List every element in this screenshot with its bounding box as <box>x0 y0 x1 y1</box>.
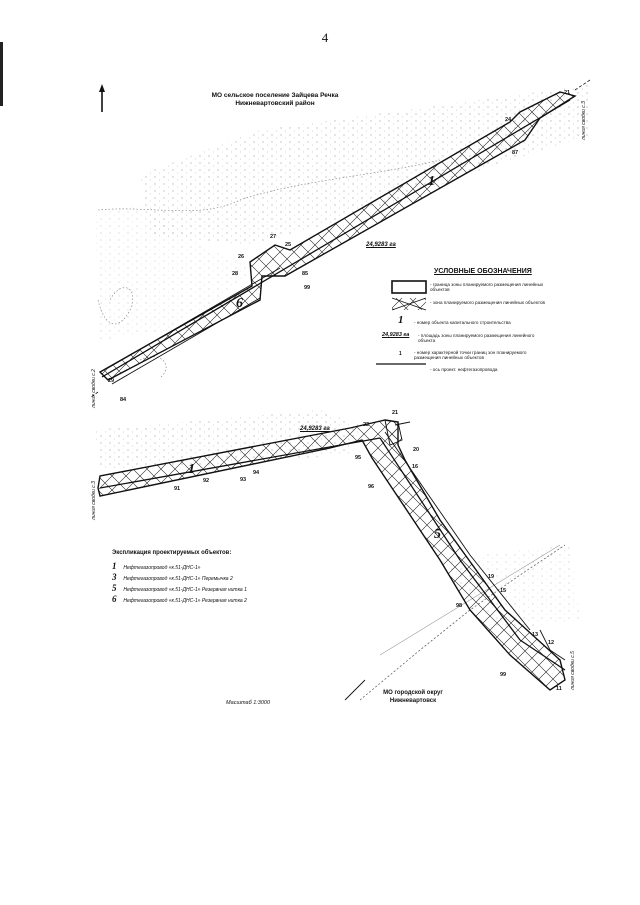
point-label: 84 <box>120 397 127 403</box>
explication-block <box>112 550 352 604</box>
explication-item <box>112 572 352 582</box>
legend-symbol-object: 1 <box>398 314 404 326</box>
sheet-link-top-left: линия сводки с.2 <box>91 369 97 408</box>
legend-title: УСЛОВНЫЕ ОБОЗНАЧЕНИЯ <box>434 268 532 275</box>
explication-item-num: 1 <box>112 561 117 571</box>
point-label: 21 <box>392 410 399 416</box>
point-label: 28 <box>232 271 239 277</box>
point-label: 99 <box>500 672 507 678</box>
object-number-6: 6 <box>236 296 243 311</box>
explication-item-num: 3 <box>112 572 117 582</box>
explication-item <box>112 561 352 571</box>
point-label: 11 <box>556 686 562 692</box>
point-label: 25 <box>285 242 292 248</box>
point-label: 87 <box>512 150 519 156</box>
legend-item-area: - площадь зоны планируемого размещения линейного объекта <box>418 333 535 344</box>
north-arrow-icon <box>99 84 105 112</box>
point-label: 94 <box>253 470 260 476</box>
point-label: 19 <box>488 574 495 580</box>
object-number-1-bottom: 1 <box>188 462 195 477</box>
explication-item-text: Нефтегазопровод «к.51-ДНС-1» Резервная нитка 2 <box>123 598 247 604</box>
legend-symbol-point: 1 <box>399 351 402 357</box>
map-title-line2: Нижневартовский район <box>235 100 315 108</box>
explication-item-text: Нефтегазопровод «к.51-ДНС-1» Резервная нитка 1 <box>123 587 247 593</box>
point-label: 22 <box>363 422 370 428</box>
explication-item-text: Нефтегазопровод «к.51-ДНС-1» <box>123 565 201 571</box>
point-label: 16 <box>412 464 419 470</box>
point-label: 21 <box>564 90 571 96</box>
object-number-1-top: 1 <box>428 174 435 189</box>
point-label: 13 <box>532 632 539 638</box>
map-title <box>185 92 365 108</box>
explication-item-num: 5 <box>112 583 117 593</box>
legend-item-object-number: - номер объекта капитального строительства <box>414 320 511 325</box>
point-label: 15 <box>500 588 507 594</box>
legend-item-point: - номер характерной точки границ зон планируемого размещения линейных объектов <box>414 350 527 361</box>
point-label: 85 <box>302 271 309 277</box>
map-title-line1: МО сельское поселение Зайцева Речка <box>211 92 339 99</box>
point-label: 96 <box>368 484 375 490</box>
point-label: 98 <box>456 603 463 609</box>
explication-item <box>112 583 352 593</box>
point-label: 27 <box>270 234 277 240</box>
sheet-link-top-right: линия сводки с.3 <box>581 101 587 140</box>
point-label: 12 <box>548 640 555 646</box>
explication-item-num: 6 <box>112 594 117 604</box>
area-label-bottom: 24,9283 га <box>300 426 330 432</box>
explication-item <box>112 594 352 604</box>
legend-symbol-area: 24,9283 га <box>382 332 410 338</box>
sheet-link-bottom-left: линия сводки с.3 <box>91 481 97 520</box>
explication-item-text: Нефтегазопровод «к.51-ДНС-1» Перемычка 2 <box>123 576 233 582</box>
point-label: 20 <box>413 447 420 453</box>
point-label: 93 <box>240 477 247 483</box>
point-label: 29 <box>108 378 115 384</box>
point-label: 92 <box>203 478 210 484</box>
point-label: 24 <box>505 117 512 123</box>
legend-item-boundary: - граница зоны планируемого размещения линейных объектов <box>430 282 544 293</box>
map-scale: Масштаб 1:3000 <box>226 700 271 706</box>
object-number-5: 5 <box>434 527 441 542</box>
point-label: 95 <box>355 455 362 461</box>
page-number: 4 <box>321 30 329 45</box>
legend-item-zone: - зона планируемого размещения линейных объектов <box>430 300 545 305</box>
explication-title: Экспликация проектируемых объектов: <box>112 550 232 556</box>
point-label: 26 <box>238 254 245 260</box>
sheet-link-bottom-right: линия сводки с.5 <box>570 651 576 690</box>
legend-item-axis: - ось проект. нефтегазопровода <box>430 367 498 372</box>
point-label: 99 <box>304 285 311 291</box>
municipal-boundary-label: МО городской округ Нижневартовск <box>383 690 443 704</box>
point-label: 91 <box>174 486 181 492</box>
area-label-top: 24,9283 га <box>366 242 396 248</box>
